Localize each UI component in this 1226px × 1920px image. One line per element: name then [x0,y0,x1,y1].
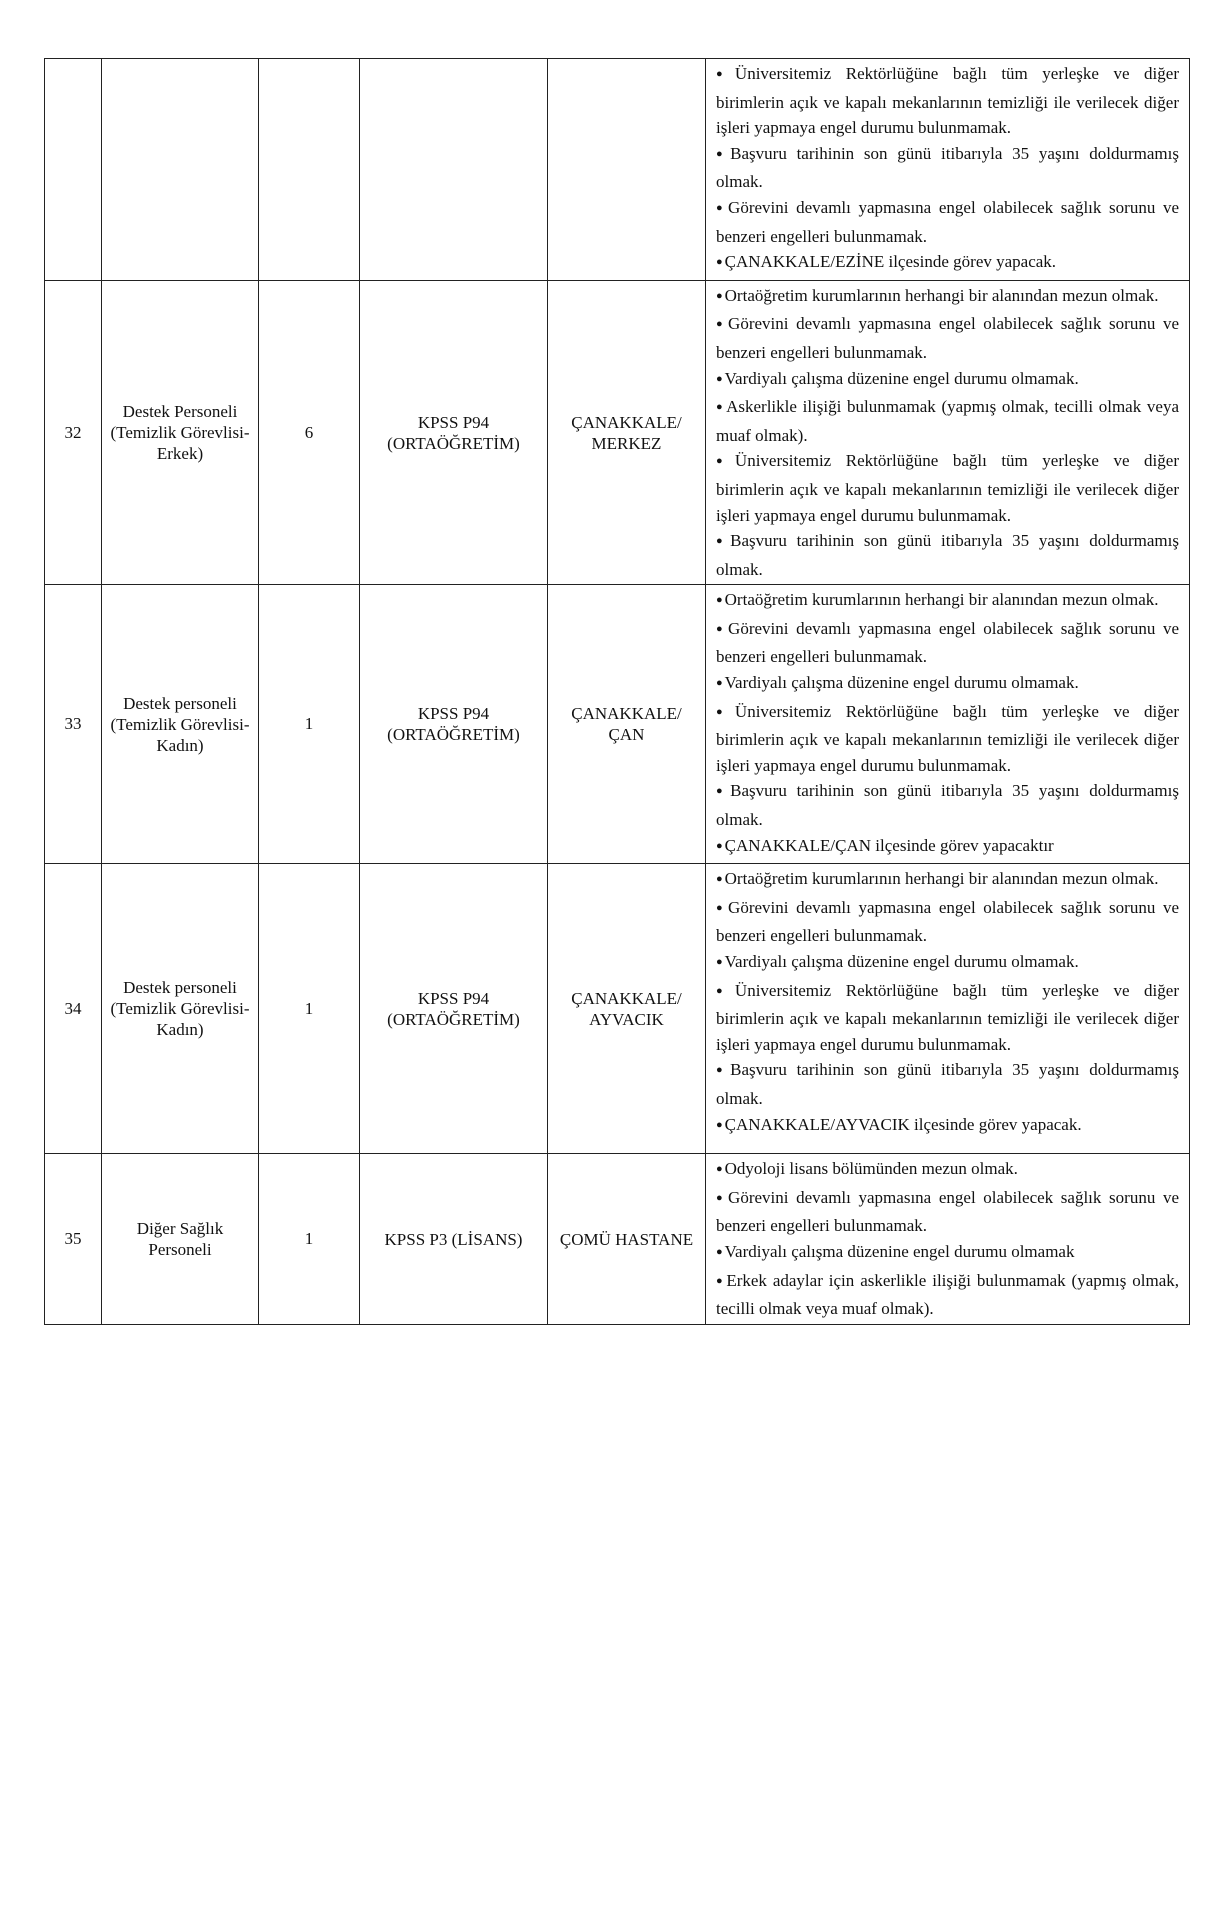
kpss-type: KPSS P94 (ORTAÖĞRETİM) [387,704,520,745]
requirement-item: ● Odyoloji lisans bölümünden mezun olmak. [716,1156,1179,1185]
requirement-item: ● Ortaöğretim kurumlarının herhangi bir alanından mezun olmak. [716,587,1179,616]
position-title-cell [102,585,259,864]
requirement-item: ● Askerlikle ilişiği bulunmamak (yapmış olmak, tecilli olmak veya muaf olmak). [716,394,1179,448]
position-count: 1 [259,1154,360,1325]
requirement-item: ● Üniversitemiz Rektörlüğüne bağlı tüm yerleşke ve diğer birimlerin açık ve kapalı mekanlarının temizliği ile verilecek diğer işleri yapmaya engel durumu bulunmamak. [716,978,1179,1058]
position-title-cell [102,864,259,1154]
kpss-type: KPSS P3 (LİSANS) [384,1229,523,1249]
location-cell [548,864,706,1154]
requirement-item: ● Vardiyalı çalışma düzenine engel durumu olmamak. [716,366,1179,395]
requirement-item: ● Üniversitemiz Rektörlüğüne bağlı tüm yerleşke ve diğer birimlerin açık ve kapalı mekanlarının temizliği ile verilecek diğer işleri yapmaya engel durumu bulunmamak. [716,699,1179,779]
position-title: Diğer Sağlık Personeli [136,1219,224,1259]
row-number: 33 [45,585,102,864]
kpss-type: KPSS P94 (ORTAÖĞRETİM) [387,412,520,453]
location-cell [548,585,706,864]
position-title: Destek personeli (Temizlik Görevlisi-Kadın) [110,978,250,1040]
requirement-item: ● Vardiyalı çalışma düzenine engel durumu olmamak. [716,670,1179,699]
position-title-cell [102,280,259,585]
location: ÇOMÜ HASTANE [559,1229,694,1249]
row-number: 32 [45,280,102,585]
location-cell [548,1154,706,1325]
requirement-item: ● Üniversitemiz Rektörlüğüne bağlı tüm yerleşke ve diğer birimlerin açık ve kapalı mekanlarının temizliği ile verilecek diğer işleri yapmaya engel durumu bulunmamak. [716,448,1179,528]
position-title-cell [102,59,259,281]
table-row [45,59,1190,281]
requirement-item: ● Başvuru tarihinin son günü itibarıyla 35 yaşını doldurmamış olmak. [716,528,1179,582]
requirements-cell [706,1154,1190,1325]
requirement-item: ● Başvuru tarihinin son günü itibarıyla 35 yaşını doldurmamış olmak. [716,1057,1179,1111]
requirement-item: ● Görevini devamlı yapmasına engel olabilecek sağlık sorunu ve benzeri engelleri bulunmamak. [716,1185,1179,1239]
position-count: 1 [259,585,360,864]
requirement-item: ● Görevini devamlı yapmasına engel olabilecek sağlık sorunu ve benzeri engelleri bulunmamak. [716,195,1179,249]
requirement-item: ● Görevini devamlı yapmasına engel olabilecek sağlık sorunu ve benzeri engelleri bulunmamak. [716,311,1179,365]
requirements-cell [706,59,1190,281]
position-count: 1 [259,864,360,1154]
location: ÇANAKKALE/ MERKEZ [571,412,682,453]
kpss-type: KPSS P94 (ORTAÖĞRETİM) [387,988,520,1029]
location: ÇANAKKALE/ ÇAN [571,704,682,745]
requirements-cell [706,585,1190,864]
table-row [45,280,1190,585]
requirement-item: ● Erkek adaylar için askerlikle ilişiği bulunmamak (yapmış olmak, tecilli olmak veya muaf olmak). [716,1268,1179,1322]
requirement-item: ● ÇANAKKALE/ÇAN ilçesinde görev yapacaktır [716,833,1179,862]
position-title: Destek personeli (Temizlik Görevlisi-Kadın) [110,693,250,755]
position-title: Destek Personeli (Temizlik Görevlisi-Erkek) [110,402,250,464]
row-number: 35 [45,1154,102,1325]
requirement-item: ● Başvuru tarihinin son günü itibarıyla 35 yaşını doldurmamış olmak. [716,141,1179,195]
positions-table [44,58,1190,1325]
table-row [45,864,1190,1154]
table-row [45,1154,1190,1325]
position-count: 6 [259,280,360,585]
position-title-cell [102,1154,259,1325]
requirement-item: ● Üniversitemiz Rektörlüğüne bağlı tüm yerleşke ve diğer birimlerin açık ve kapalı mekanlarının temizliği ile verilecek diğer işleri yapmaya engel durumu bulunmamak. [716,61,1179,141]
table-row [45,585,1190,864]
requirement-item: ● Vardiyalı çalışma düzenine engel durumu olmamak. [716,949,1179,978]
kpss-type-cell [360,585,548,864]
location: ÇANAKKALE/ AYVACIK [571,988,682,1029]
requirement-item: ● Ortaöğretim kurumlarının herhangi bir alanından mezun olmak. [716,283,1179,312]
kpss-type-cell [360,864,548,1154]
requirement-item: ● Başvuru tarihinin son günü itibarıyla 35 yaşını doldurmamış olmak. [716,778,1179,832]
requirement-item: ● Görevini devamlı yapmasına engel olabilecek sağlık sorunu ve benzeri engelleri bulunmamak. [716,616,1179,670]
requirement-item: ● Vardiyalı çalışma düzenine engel durumu olmamak [716,1239,1179,1268]
kpss-type-cell [360,280,548,585]
row-number [45,59,102,281]
location-cell [548,59,706,281]
kpss-type-cell [360,1154,548,1325]
kpss-type-cell [360,59,548,281]
location-cell [548,280,706,585]
row-number: 34 [45,864,102,1154]
position-count [259,59,360,281]
table-body [45,59,1190,1325]
requirement-item: ● ÇANAKKALE/EZİNE ilçesinde görev yapacak. [716,249,1179,278]
requirement-item: ● Görevini devamlı yapmasına engel olabilecek sağlık sorunu ve benzeri engelleri bulunmamak. [716,895,1179,949]
requirements-cell [706,280,1190,585]
requirement-item: ● Ortaöğretim kurumlarının herhangi bir alanından mezun olmak. [716,866,1179,895]
requirements-cell [706,864,1190,1154]
requirement-item: ● ÇANAKKALE/AYVACIK ilçesinde görev yapacak. [716,1112,1179,1141]
